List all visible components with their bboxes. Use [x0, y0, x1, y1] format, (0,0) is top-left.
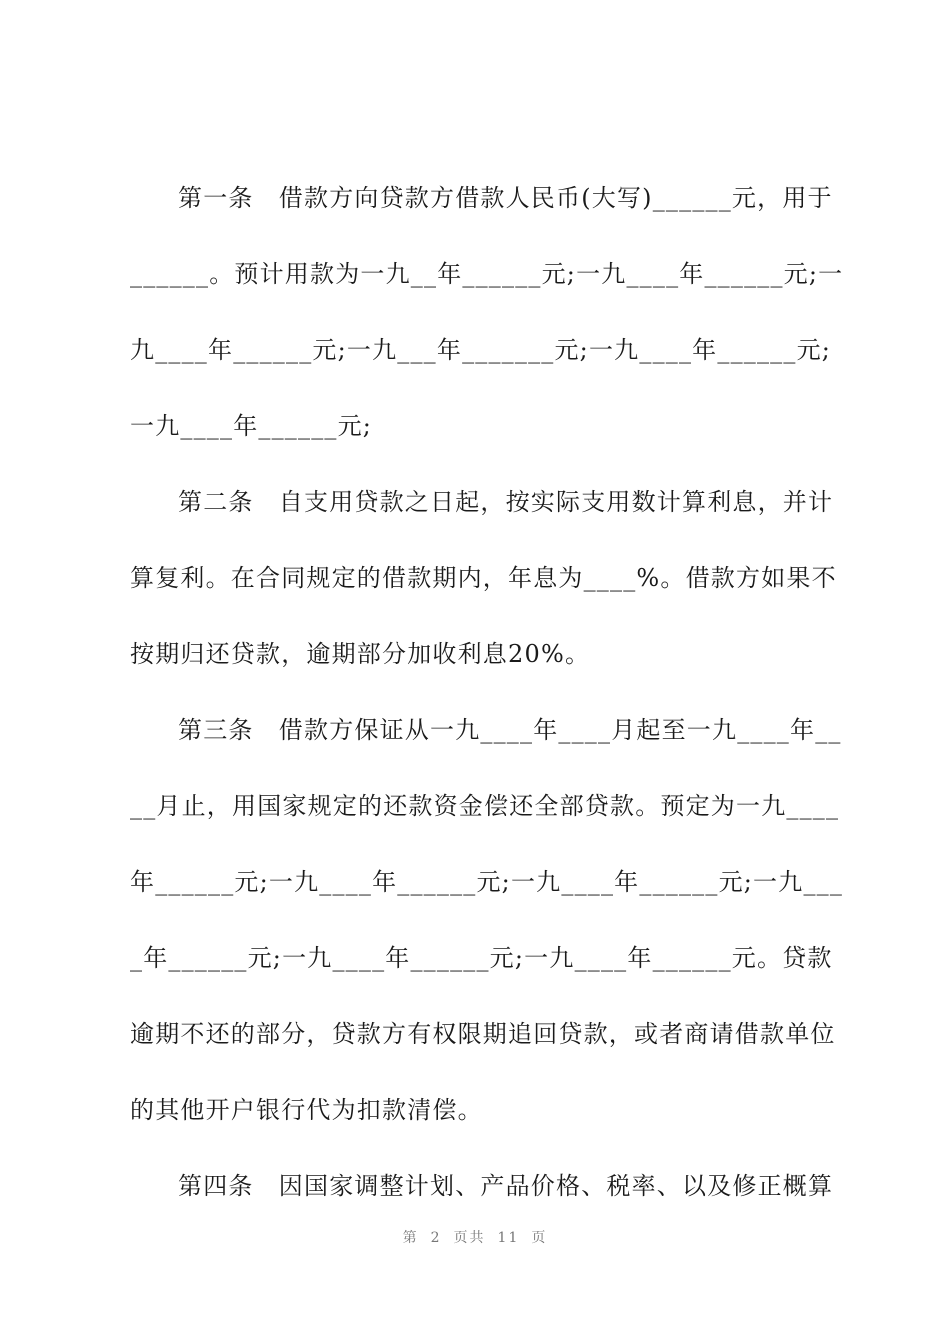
text-line: 第二条 自支用贷款之日起，按实际支用数计算利息，并计: [178, 488, 834, 516]
footer-page-number: 2: [430, 1230, 442, 1246]
text-line: 九____年______元;一九___年_______元;一九____年______元;: [130, 336, 832, 364]
text-line: 年______元;一九____年______元;一九____年______元;一九___: [130, 868, 844, 896]
document-body: [130, 160, 842, 1224]
text-line: 一九____年______元;: [130, 412, 373, 440]
text-line: 的其他开户银行代为扣款清偿。: [130, 1096, 483, 1124]
text-line: __月止，用国家规定的还款资金偿还全部贷款。预定为一九____: [130, 792, 840, 820]
text-line: ______。预计用款为一九__年______元;一九____年______元;一: [130, 260, 844, 288]
footer-prefix: 第: [402, 1230, 419, 1246]
page-footer: [0, 1227, 950, 1247]
text-line: 第四条 因国家调整计划、产品价格、税率、以及修正概算: [178, 1172, 834, 1200]
text-line: 逾期不还的部分，贷款方有权限期追回贷款，或者商请借款单位: [130, 1020, 836, 1048]
text-line: 算复利。在合同规定的借款期内，年息为____%。借款方如果不: [130, 564, 837, 592]
text-line: 第一条 借款方向贷款方借款人民币(大写)______元，用于: [178, 184, 833, 212]
footer-middle: 页共: [453, 1230, 486, 1246]
text-line: 按期归还贷款，逾期部分加收利息20%。: [130, 640, 591, 668]
text-line: 第三条 借款方保证从一九____年____月起至一九____年__: [178, 716, 842, 744]
text-line: _年______元;一九____年______元;一九____年______元。贷款: [130, 944, 833, 972]
footer-total-pages: 11: [497, 1230, 520, 1246]
footer-suffix: 页: [531, 1230, 548, 1246]
